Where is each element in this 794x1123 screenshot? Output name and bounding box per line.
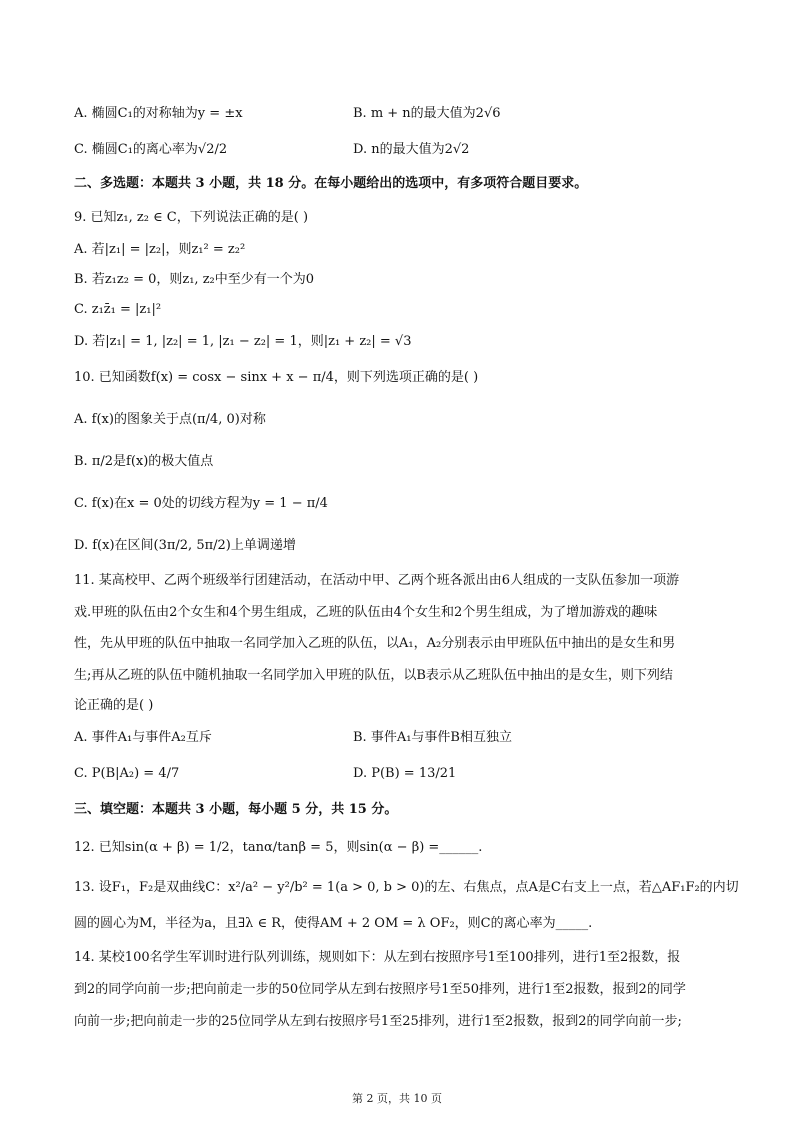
q10-option-c: C. f(x)在x = 0处的切线方程为y = 1 − π/4 [74,496,328,511]
q11-option-a: A. 事件A₁与事件A₂互斥 [74,730,212,745]
page-footer: 第 2 页，共 10 页 [352,1092,442,1105]
q11-line-3: 性，先从甲班的队伍中抽取一名同学加入乙班的队伍，以A₁，A₂分别表示由甲班队伍中抽出的是女生和男 [74,636,676,651]
q11-line-1: 11. 某高校甲、乙两个班级举行团建活动，在活动中甲、乙两个班各派出由6人组成的一支队伍参加一项游 [74,573,680,588]
q13-line-2: 圆的圆心为M，半径为a，且∃λ ∈ R，使得AM + 2 OM = λ OF₂，则C的离心率为_____. [74,916,593,931]
q11-option-b: B. 事件A₁与事件B相互独立 [353,730,512,745]
q10-option-a: A. f(x)的图象关于点(π/4, 0)对称 [74,412,266,427]
q13-line-1: 13. 设F₁，F₂是双曲线C：x²/a² − y²/b² = 1(a > 0, b > 0)的左、右焦点，点A是C右支上一点，若△AF₁F₂的内切 [74,880,739,895]
q11-line-5: 论正确的是( ) [74,698,154,713]
q11-line-4: 生;再从乙班的队伍中随机抽取一名同学加入甲班的队伍，以B表示从乙班队伍中抽出的是女生，则下列结 [74,668,673,683]
q8-option-d: D. n的最大值为2√2 [353,142,470,157]
q9-option-c: C. z₁z̄₁ = |z₁|² [74,302,162,317]
q14-line-1: 14. 某校100名学生军训时进行队列训练，规则如下：从左到右按照序号1至100排列，进行1至2报数，报 [74,950,681,965]
q10-option-d: D. f(x)在区间(3π/2, 5π/2)上单调递增 [74,538,296,553]
q8-option-c: C. 椭圆C₁的离心率为√2/2 [74,142,228,157]
q11-line-2: 戏.甲班的队伍由2个女生和4个男生组成，乙班的队伍由4个女生和2个男生组成，为了增加游戏的趣味 [74,605,658,620]
q8-option-a: A. 椭圆C₁的对称轴为y = ±x [74,106,243,121]
q12-stem: 12. 已知sin(α + β) = 1/2，tanα/tanβ = 5，则sin(α − β) =______. [74,840,483,855]
q8-option-b: B. m + n的最大值为2√6 [353,106,501,121]
q9-option-a: A. 若|z₁| = |z₂|，则z₁² = z₂² [74,242,246,257]
section-2-heading: 二、多选题：本题共 3 小题，共 18 分。在每小题给出的选项中，有多项符合题目要求。 [74,176,588,191]
q11-option-d: D. P(B) = 13/21 [353,766,457,781]
q9-option-d: D. 若|z₁| = 1, |z₂| = 1, |z₁ − z₂| = 1，则|z₁ + z₂| = √3 [74,334,412,349]
q10-option-b: B. π/2是f(x)的极大值点 [74,454,214,469]
q9-stem: 9. 已知z₁, z₂ ∈ C，下列说法正确的是( ) [74,210,309,225]
q14-line-2: 到2的同学向前一步;把向前走一步的50位同学从左到右按照序号1至50排列，进行1至2报数，报到2的同学 [74,982,686,997]
q14-line-3: 向前一步;把向前走一步的25位同学从左到右按照序号1至25排列，进行1至2报数，报到2的同学向前一步; [74,1014,682,1029]
q10-stem: 10. 已知函数f(x) = cosx − sinx + x − π/4，则下列选项正确的是( ) [74,370,479,385]
section-3-heading: 三、填空题：本题共 3 小题，每小题 5 分，共 15 分。 [74,802,398,817]
q9-option-b: B. 若z₁z₂ = 0，则z₁, z₂中至少有一个为0 [74,272,315,287]
q11-option-c: C. P(B|A₂) = 4/7 [74,766,180,781]
